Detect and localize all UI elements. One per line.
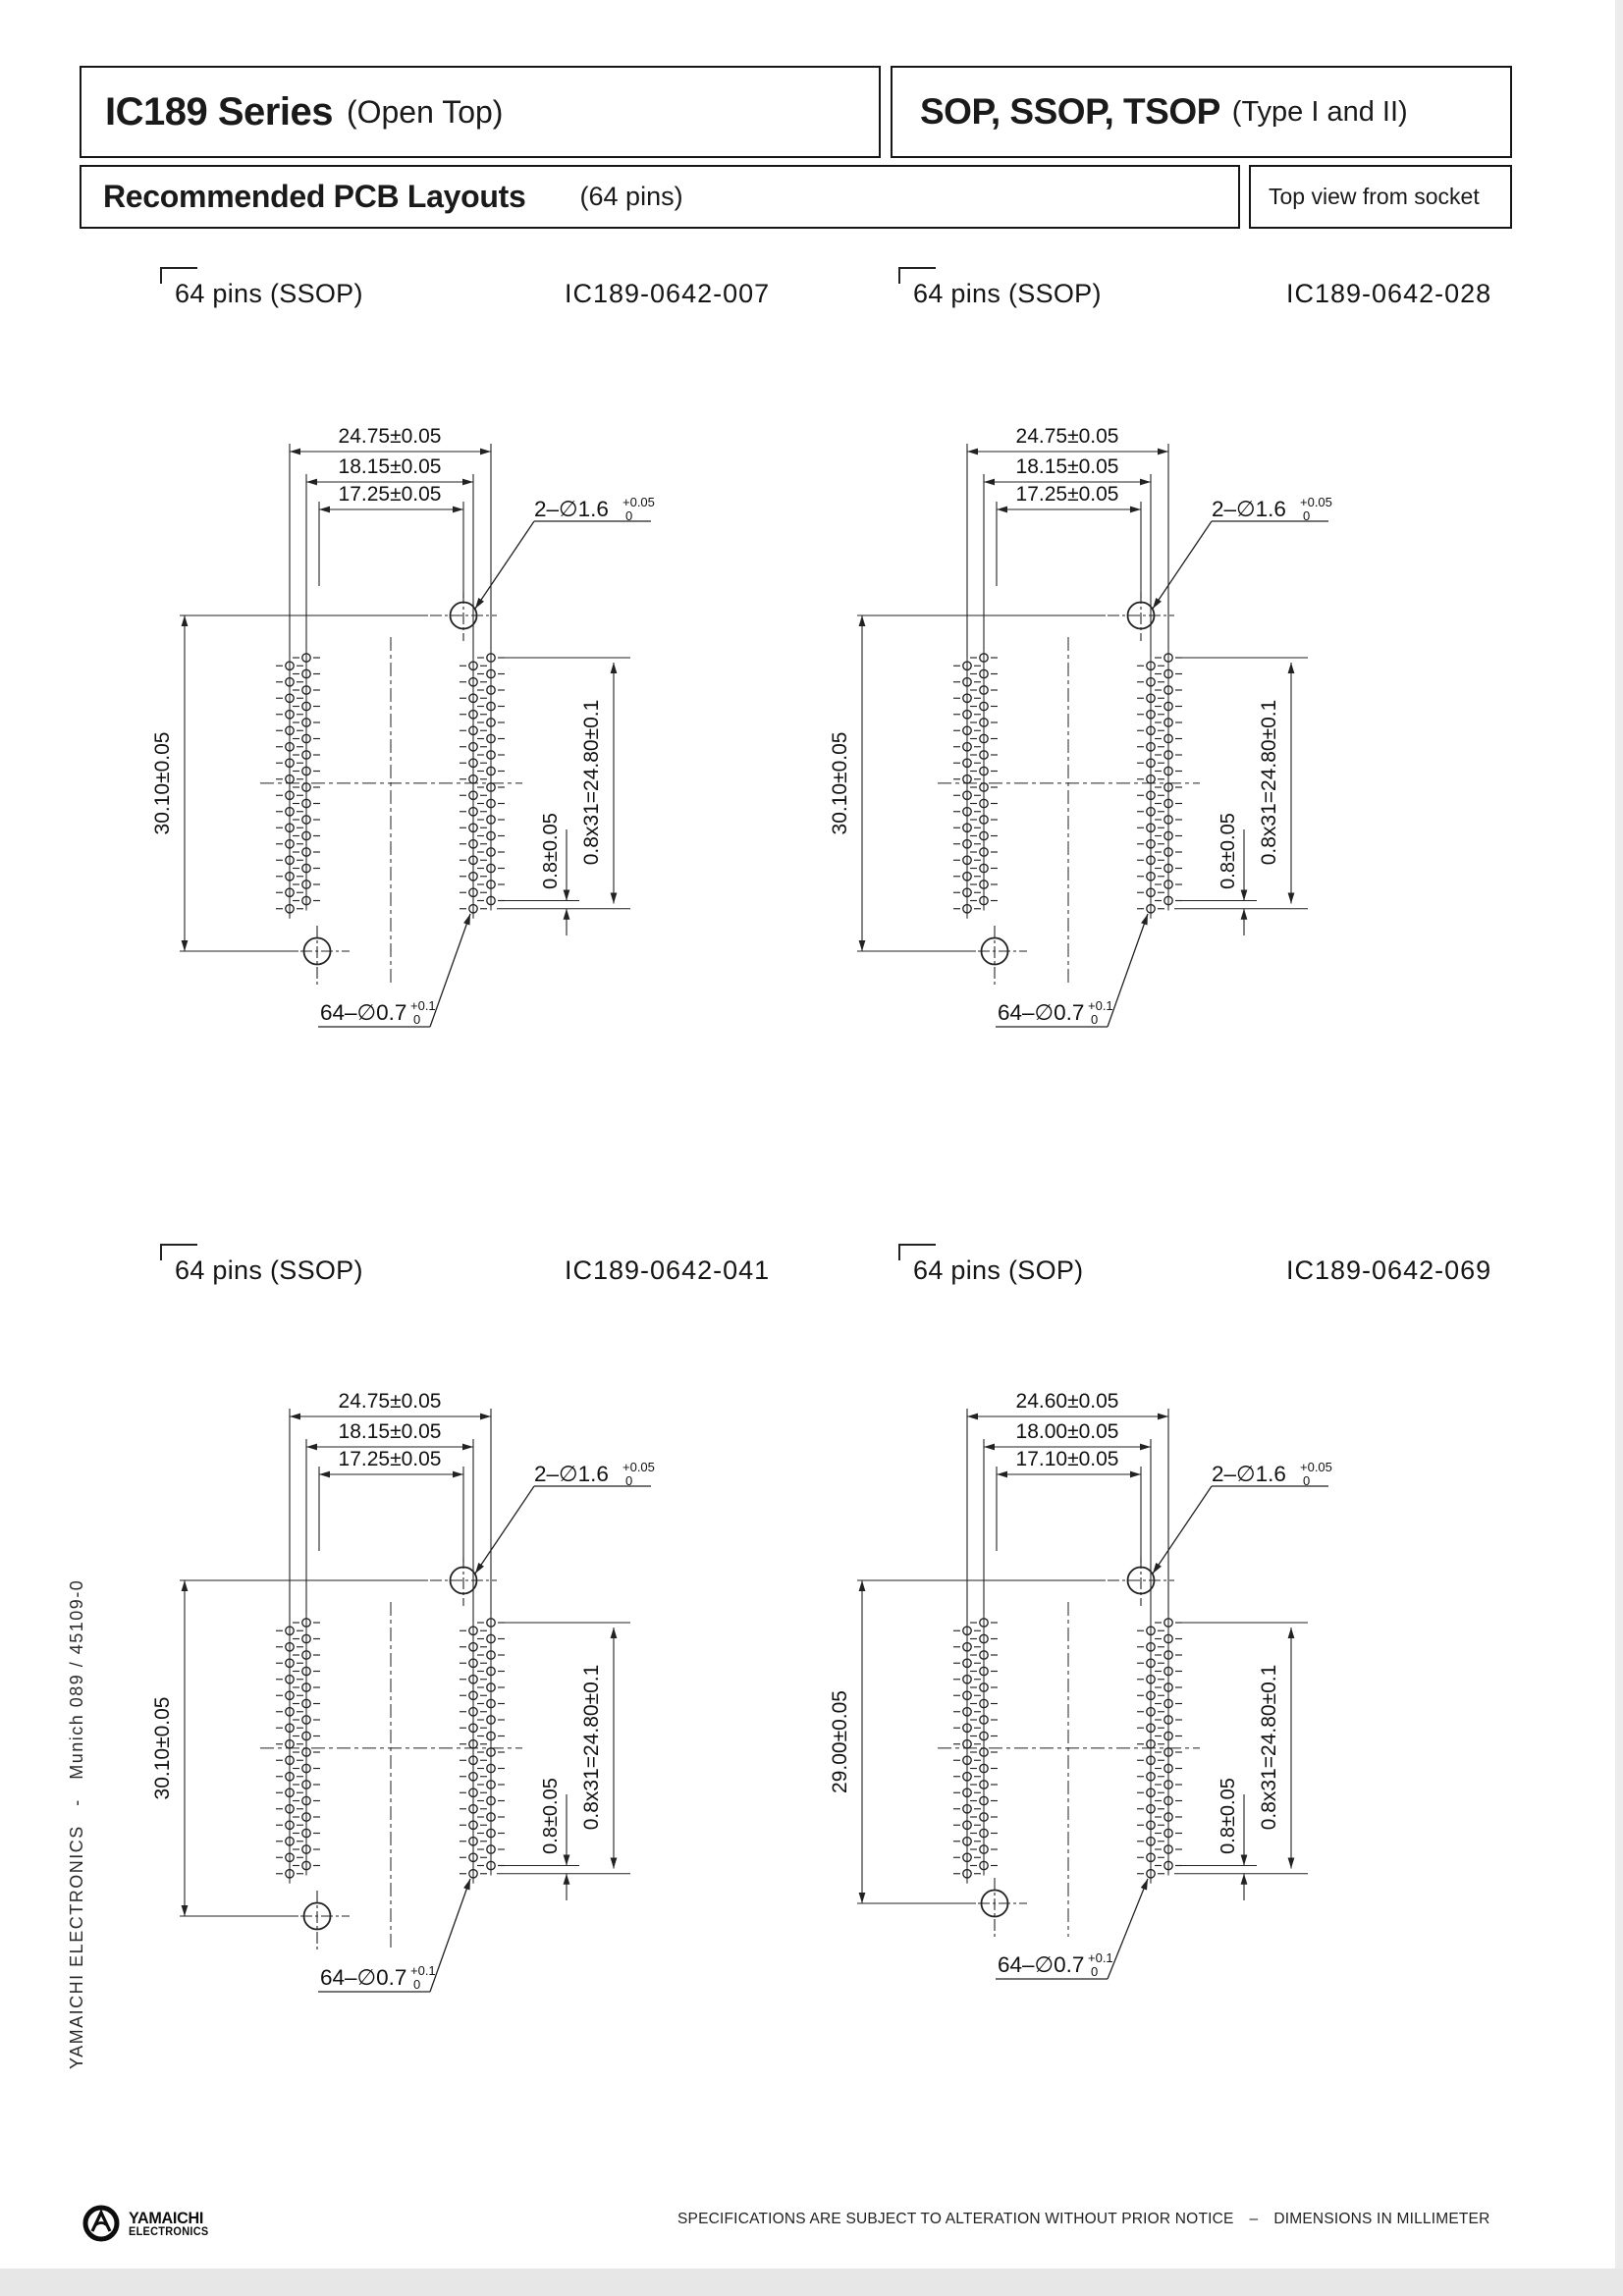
pcb-layout-svg [795,390,1345,1077]
pin-holes-tol-upper: +0.1 [1088,998,1113,1013]
drawing-title-1: 64 pins (SSOP) [175,279,363,308]
dim-overall-height-label: 30.10±0.05 [151,731,174,835]
yamaichi-logo [79,2201,213,2246]
drawing-title-4: 64 pins (SOP) [913,1255,1084,1285]
pin-holes-label: 64–∅0.7 [320,1965,407,1990]
logo-line2: ELECTRONICS [129,2225,209,2238]
locating-holes-tol-lower: 0 [1303,1473,1311,1488]
pin-holes-tol-lower: 0 [413,1012,421,1027]
pcb-layout-svg [118,390,668,1077]
dim-outer-width-label: 24.75±0.05 [1015,425,1119,448]
scan-edge-right [1615,0,1623,2296]
pin-holes-tol-upper: +0.1 [410,998,436,1013]
dim-pitch-total-label: 0.8x31=24.80±0.1 [580,1664,603,1831]
view-note: Top view from socket [1269,184,1480,209]
section-subtitle: (64 pins) [579,182,683,211]
locating-holes-tol-upper: +0.05 [1300,495,1332,509]
disclaimer-text: SPECIFICATIONS ARE SUBJECT TO ALTERATION WITHOUT PRIOR NOTICE [677,2211,1234,2227]
locating-holes-tol-lower: 0 [625,1473,633,1488]
view-note-box [1249,165,1512,229]
package-title-box [891,66,1512,158]
package-title: SOP, SSOP, TSOP [920,91,1220,132]
dim-pitch-total-label: 0.8x31=24.80±0.1 [1258,699,1280,866]
section-title: Recommended PCB Layouts [103,179,526,214]
drawing-part-number-4: IC189-0642-069 [1286,1255,1492,1285]
drawing-part-number-1: IC189-0642-007 [565,279,771,308]
dim-inner-width-label: 18.15±0.05 [338,1420,442,1443]
pin-holes-tol-upper: +0.1 [1088,1950,1113,1965]
pcb-layout-drawing-IC189-0642-028 [795,390,1345,1082]
dim-overall-height-label: 30.10±0.05 [829,731,851,835]
dim-pitch-label: 0.8±0.05 [540,813,562,889]
section-title-box [80,165,1240,229]
series-title-box [80,66,881,158]
drawing-title-2: 64 pins (SSOP) [913,279,1102,308]
drawing-part-number-3: IC189-0642-041 [565,1255,771,1285]
sidebar-imprint: YAMAICHI ELECTRONICS - Munich 089 / 45109-0 [67,1578,86,2069]
pcb-layout-drawing-IC189-0642-007 [118,390,668,1082]
dim-outer-width-label: 24.75±0.05 [338,1390,442,1413]
dim-inner-width-label: 18.00±0.05 [1015,1420,1119,1443]
dim-pitch-total-label: 0.8x31=24.80±0.1 [580,699,603,866]
series-title: IC189 Series [105,89,333,133]
pcb-layout-drawing-IC189-0642-041 [118,1355,668,2047]
dim-hole-span-label: 17.25±0.05 [1015,483,1119,506]
locating-holes-tol-lower: 0 [625,508,633,523]
locating-holes-tol-upper: +0.05 [1300,1460,1332,1474]
dim-hole-span-label: 17.10±0.05 [1015,1448,1119,1470]
logo-line1: YAMAICHI [129,2208,204,2227]
units-note: DIMENSIONS IN MILLIMETER [1273,2211,1490,2227]
dim-overall-height-label: 30.10±0.05 [151,1696,174,1800]
disclaimer-separator: – [1249,2211,1259,2227]
dim-hole-span-label: 17.25±0.05 [338,1448,442,1470]
locating-holes-tol-lower: 0 [1303,508,1311,523]
dim-outer-width-label: 24.60±0.05 [1015,1390,1119,1413]
pin-holes-tol-lower: 0 [1091,1964,1099,1979]
pcb-layout-drawing-IC189-0642-069 [795,1355,1345,2047]
dim-overall-height-label: 29.00±0.05 [829,1690,851,1793]
locating-holes-label: 2–∅1.6 [1212,1462,1286,1486]
dim-outer-width-label: 24.75±0.05 [338,425,442,448]
pin-holes-label: 64–∅0.7 [998,1952,1085,1977]
pin-holes-tol-lower: 0 [1091,1012,1099,1027]
locating-holes-label: 2–∅1.6 [1212,497,1286,521]
pcb-layout-svg [795,1355,1345,2042]
pin-holes-label: 64–∅0.7 [998,1000,1085,1025]
drawing-part-number-2: IC189-0642-028 [1286,279,1492,308]
dim-pitch-label: 0.8±0.05 [540,1778,562,1854]
pin-holes-label: 64–∅0.7 [320,1000,407,1025]
locating-holes-tol-upper: +0.05 [622,1460,655,1474]
dim-pitch-total-label: 0.8x31=24.80±0.1 [1258,1664,1280,1831]
pin-holes-tol-upper: +0.1 [410,1963,436,1978]
yamaichi-logo-text [129,2210,208,2238]
dim-hole-span-label: 17.25±0.05 [338,483,442,506]
locating-holes-label: 2–∅1.6 [534,497,609,521]
pcb-layout-svg [118,1355,668,2042]
locating-holes-label: 2–∅1.6 [534,1462,609,1486]
dim-inner-width-label: 18.15±0.05 [1015,455,1119,478]
series-subtitle: (Open Top) [346,93,504,130]
dim-inner-width-label: 18.15±0.05 [338,455,442,478]
yamaichi-logo-icon [79,2201,124,2246]
pin-holes-tol-lower: 0 [413,1977,421,1992]
drawing-title-3: 64 pins (SSOP) [175,1255,363,1285]
footer-disclaimer [677,2211,1489,2228]
scan-edge-bottom [0,2269,1623,2296]
dim-pitch-label: 0.8±0.05 [1217,1778,1239,1854]
package-subtitle: (Type I and II) [1231,95,1408,128]
dim-pitch-label: 0.8±0.05 [1217,813,1239,889]
locating-holes-tol-upper: +0.05 [622,495,655,509]
